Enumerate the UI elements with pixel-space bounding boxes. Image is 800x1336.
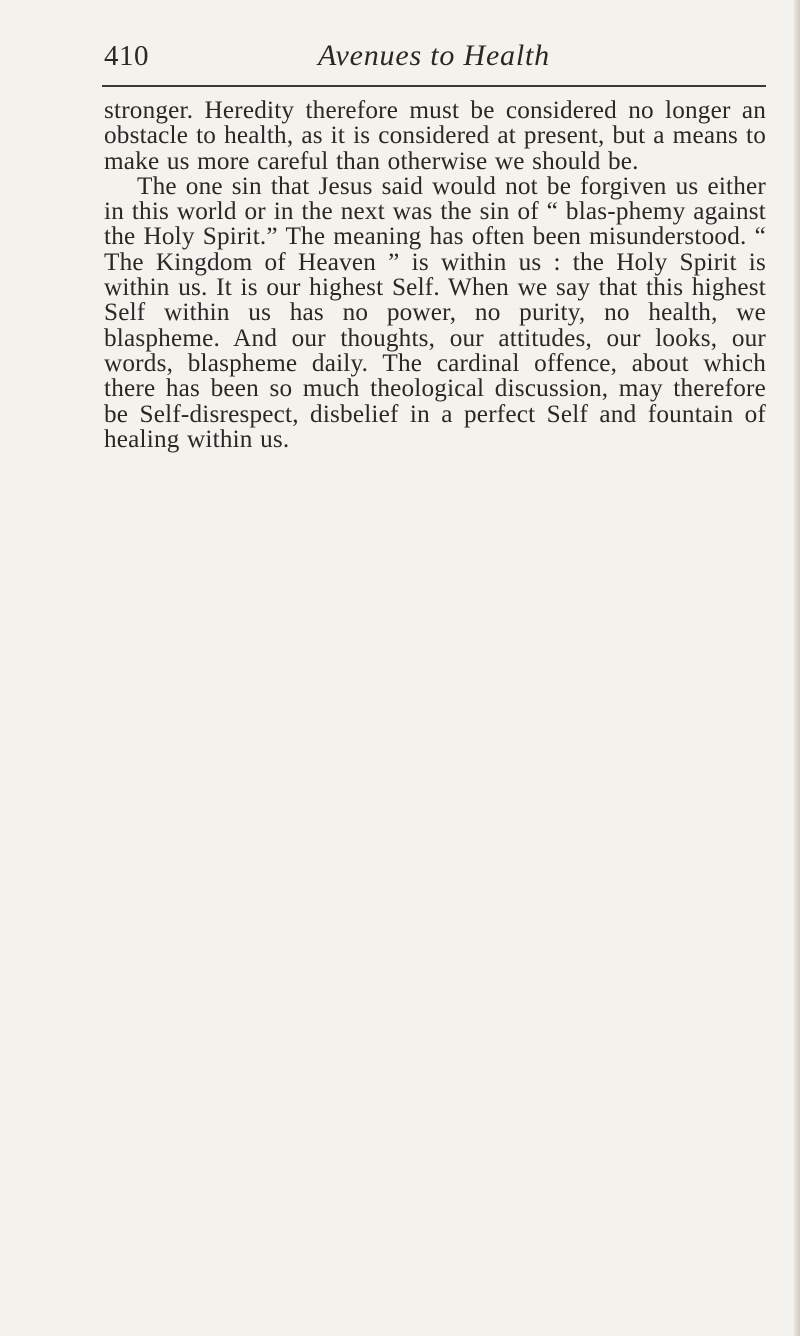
- page-edge: [794, 0, 800, 1336]
- paragraph-1: stronger. Heredity therefore must be considered no longer an obstacle to health, as it is considered at present, but a means to make us more careful than otherwise we should be.: [104, 97, 766, 175]
- header-rule: [102, 85, 766, 87]
- page-header: [104, 36, 764, 76]
- running-head: Avenues to Health: [318, 39, 550, 72]
- body-text: [104, 98, 766, 452]
- page-number: 410: [104, 40, 149, 72]
- paragraph-2: The one sin that Jesus said would not be forgiven us either in this world or in the next was the sin of “ blas-phemy against the Holy Spirit.” The meaning has often been misunderstood. “ The Kingdom of Heaven ” is within us : the Holy Spirit is within us. It is our highest Self. When we say that this highest Self within us has no power, no purity, no health, we blaspheme. And our thoughts, our attitudes, our looks, our words, blaspheme daily. The cardinal offence, about which there has been so much theological discussion, may therefore be Self-disrespect, disbelief in a perfect Self and fountain of healing within us.: [104, 172, 766, 453]
